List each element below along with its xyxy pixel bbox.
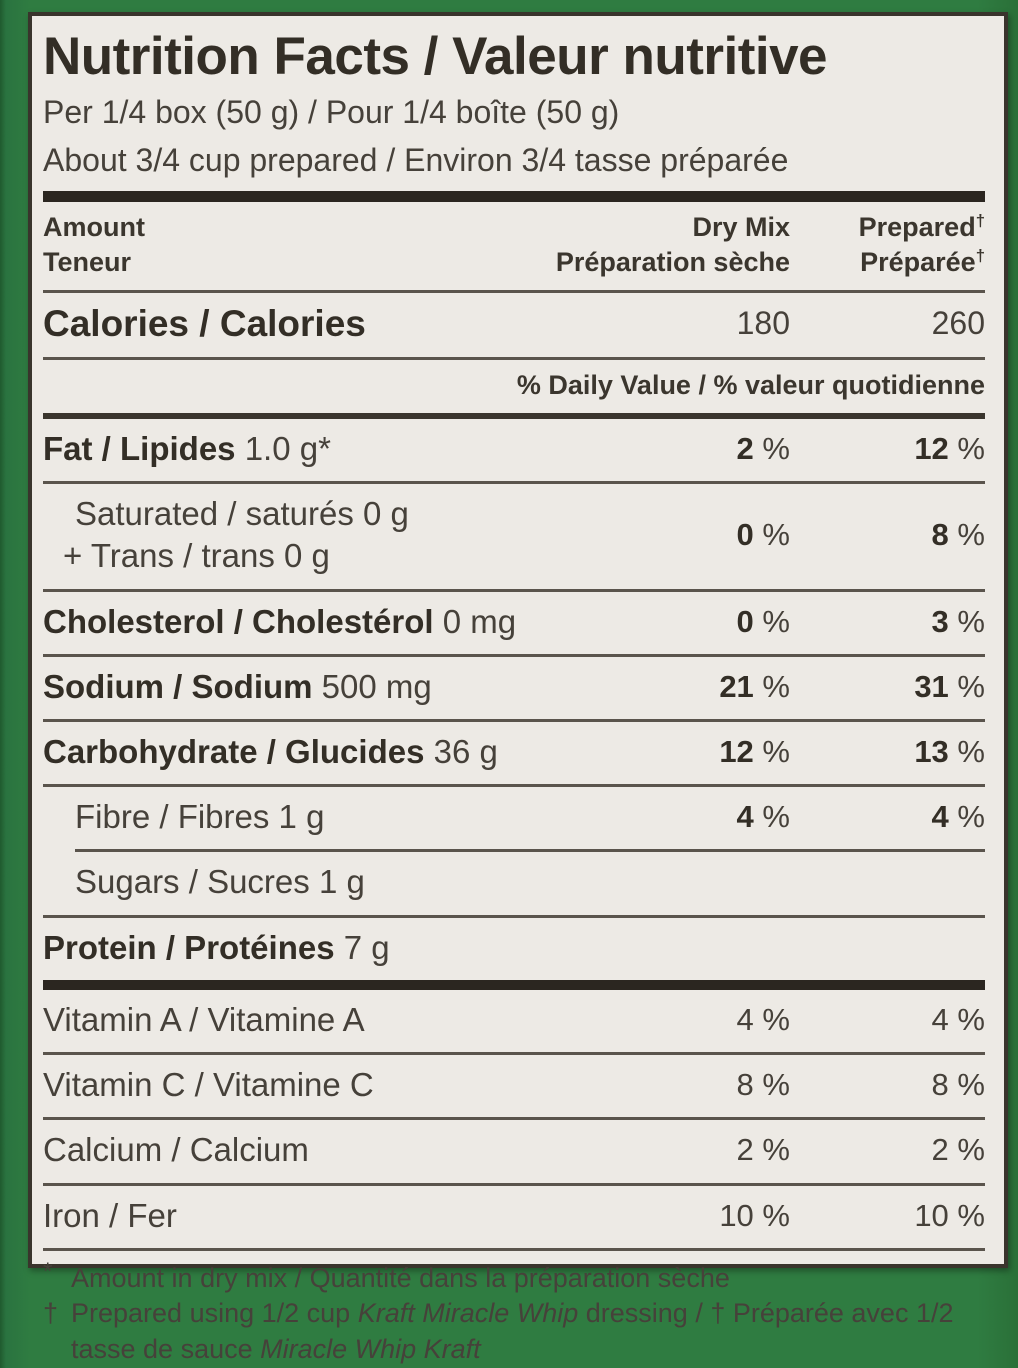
vitamin-c-row: Vitamin C / Vitamine C 8 % 8 % xyxy=(43,1066,985,1104)
column-header-row xyxy=(43,202,985,290)
dry-mix-column-header: Dry Mix Préparation sèche xyxy=(555,211,790,277)
sugars-row: Sugars / Sucres 1 g xyxy=(75,863,365,901)
calcium-row: Calcium / Calcium 2 % 2 % xyxy=(43,1131,985,1169)
footnote-prepared: † Prepared using 1/2 cup Kraft Miracle Whip dressing / † Préparée avec 1/2 tasse de sauce Miracle Whip Kraft xyxy=(43,1298,954,1365)
daily-value-heading: % Daily Value / % valeur quotidienne xyxy=(516,369,985,400)
thick-divider-micronutrients xyxy=(43,980,985,990)
fibre-row: Fibre / Fibres 1 g 4 % 4 % xyxy=(75,798,985,836)
footnotes xyxy=(43,1251,985,1368)
cholesterol-row: Cholesterol / Cholestérol 0 mg 0 % 3 % xyxy=(43,602,985,640)
dagger-mark: † xyxy=(975,245,985,265)
iron-row: Iron / Fer 10 % 10 % xyxy=(43,1196,985,1234)
nutrition-facts-title: Nutrition Facts / Valeur nutritive xyxy=(43,27,828,86)
calories-dry-value: 180 xyxy=(736,305,790,342)
carbohydrate-row: Carbohydrate / Glucides 36 g 12 % 13 % xyxy=(43,732,985,770)
fat-row: Fat / Lipides 1.0 g* 2 % 12 % xyxy=(43,429,985,467)
amount-column-header: Amount Teneur xyxy=(43,211,145,277)
serving-size-line: Per 1/4 box (50 g) / Pour 1/4 boîte (50 g) xyxy=(43,94,620,131)
footnote-dry-mix: * Amount in dry mix / Quantité dans la préparation sèche xyxy=(43,1257,730,1293)
nutrition-facts-panel xyxy=(28,12,1008,1365)
protein-row: Protein / Protéines 7 g xyxy=(43,928,390,966)
saturated-trans-fat-row: Saturated / saturés 0 g + Trans / trans 0 g 0 % 8 % xyxy=(63,495,985,575)
prepared-column-header: Prepared† Préparée† xyxy=(858,210,985,277)
dagger-mark: † xyxy=(975,210,985,230)
serving-prepared-line: About 3/4 cup prepared / Environ 3/4 tasse préparée xyxy=(43,142,789,179)
sodium-row: Sodium / Sodium 500 mg 21 % 31 % xyxy=(43,667,985,705)
vitamin-a-row: Vitamin A / Vitamine A 4 % 4 % xyxy=(43,1000,985,1038)
calories-prepared-value: 260 xyxy=(931,305,985,342)
calories-row: Calories / Calories 180 260 xyxy=(43,302,985,344)
thick-divider-top xyxy=(43,191,985,202)
